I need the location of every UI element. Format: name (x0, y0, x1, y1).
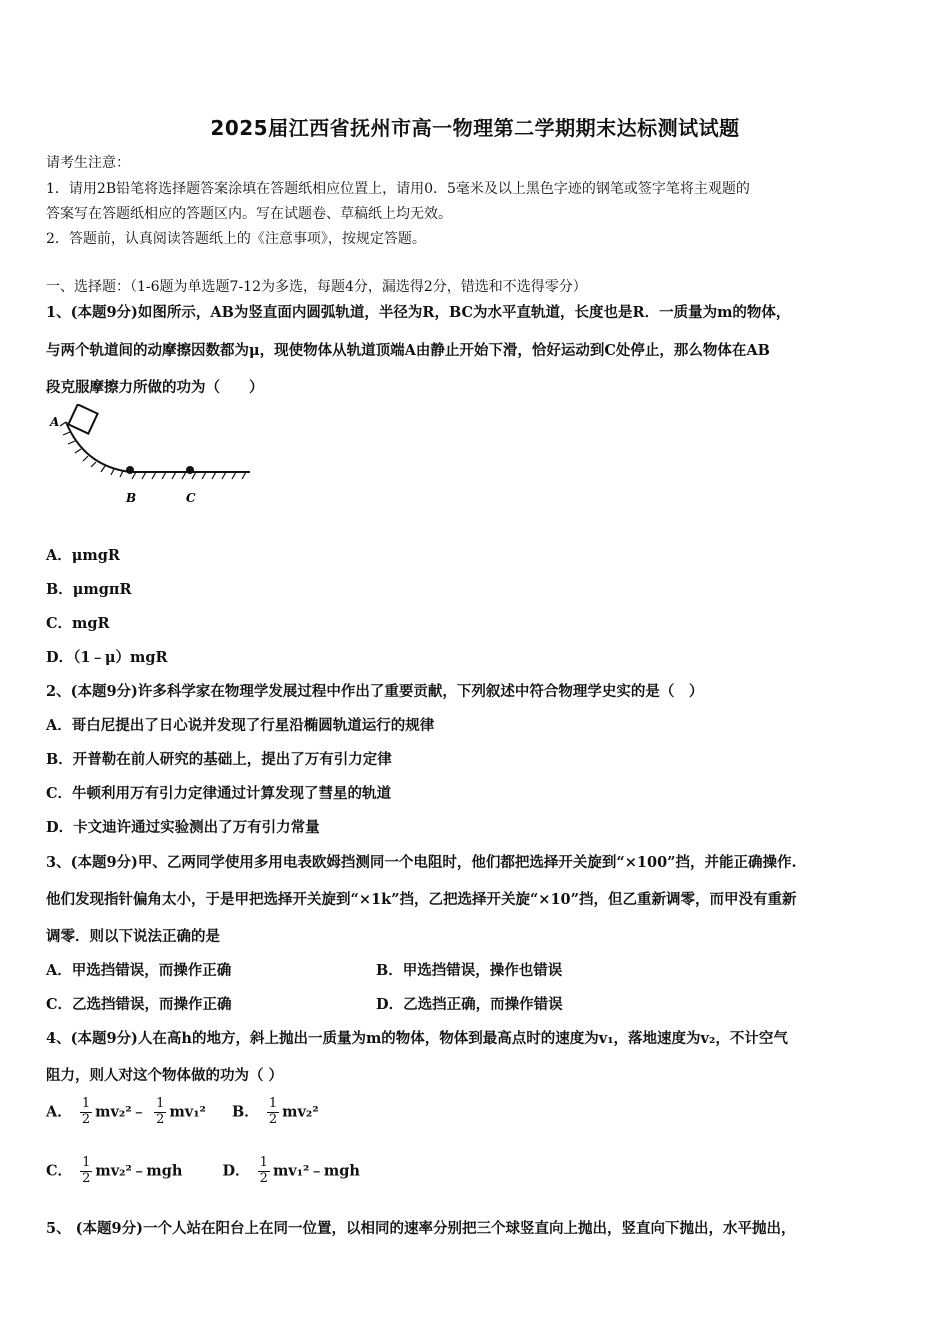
q2-stem: 2、(本题9分)许多科学家在物理学发展过程中作出了重要贡献，下列叙述中符合物理学史实的是（ ） (46, 683, 704, 700)
q4-option-d-label: D． (222, 1162, 250, 1180)
q1-track-figure (44, 404, 256, 508)
fraction-numerator: 1 (156, 1096, 165, 1111)
notice-heading: 请考生注意： (46, 155, 130, 171)
q2-option-c: C．牛顿利用万有引力定律通过计算发现了彗星的轨道 (46, 785, 392, 802)
fraction (154, 1097, 166, 1128)
q4-option-d-term: mv₁²﹣mgh (272, 1162, 360, 1180)
q2-option-d: D．卡文迪许通过实验测出了万有引力常量 (46, 819, 320, 836)
section-heading: 一、选择题：（1-6题为单选题7-12为多选，每题4分，漏选得2分，错选和不选得零分） (46, 279, 587, 295)
fraction-numerator: 1 (259, 1155, 268, 1170)
notice-line-3: 2．答题前，认真阅读答题纸上的《注意事项》，按规定答题。 (46, 231, 426, 247)
q1-option-b: B．μmgπR (46, 581, 132, 598)
fraction-numerator: 1 (268, 1096, 278, 1111)
notice-line-1: 1．请用2B铅笔将选择题答案涂填在答题纸相应位置上，请用0．5毫米及以上黑色字迹的钢笔或签字笔将主观题的 (46, 181, 750, 197)
q3-stem-line-2: 他们发现指针偏角太小，于是甲把选择开关旋到“×1k”挡，乙把选择开关旋“×10”挡，但乙重新调零，而甲没有重新 (46, 891, 797, 908)
q1-option-c: C．mgR (46, 615, 110, 632)
fraction (80, 1156, 92, 1187)
q4-option-a (46, 1097, 319, 1128)
fraction (267, 1097, 279, 1128)
notice-line-2: 答案写在答题纸相应的答题区内。写在试题卷、草稿纸上均无效。 (46, 206, 452, 222)
label-b: B (126, 491, 137, 505)
label-a: A (50, 415, 60, 429)
fraction (258, 1156, 270, 1187)
q4-stem-line-1: 4、(本题9分)人在高h的地方，斜上抛出一质量为m的物体，物体到最高点时的速度为v₁，落地速度为v₂，不计空气 (46, 1030, 788, 1047)
q5-stem-line-1: 5、 (本题9分)一个人站在阳台上在同一位置，以相同的速率分别把三个球竖直向上抛出，竖直向下抛出，水平抛出， (46, 1220, 796, 1237)
q2-option-b: B．开普勒在前人研究的基础上，提出了万有引力定律 (46, 751, 392, 768)
fraction-denominator: 2 (81, 1111, 91, 1127)
q3-stem-line-1: 3、(本题9分)甲、乙两同学使用多用电表欧姆挡测同一个电阻时，他们都把选择开关旋到“×100”挡，并能正确操作. (46, 854, 797, 871)
q4-stem-line-2: 阻力，则人对这个物体做的功为（ ） (46, 1067, 284, 1084)
q3-stem-line-3: 调零．则以下说法正确的是 (46, 928, 220, 945)
q4-option-a-term-2: mv₁² (169, 1103, 206, 1121)
point-b (126, 466, 134, 474)
q3-option-b: B．甲选挡错误，操作也错误 (376, 962, 563, 979)
fraction-denominator: 2 (259, 1170, 268, 1186)
q4-option-c (46, 1156, 360, 1187)
fraction-numerator: 1 (82, 1155, 91, 1170)
fraction-numerator: 1 (81, 1096, 91, 1111)
q4-option-c-term: mv₂²﹣mgh (95, 1162, 183, 1180)
q4-option-a-label: A． (46, 1103, 72, 1121)
page-title: 2025届江西省抚州市高一物理第二学期期末达标测试试题 (210, 116, 740, 140)
q2-option-a: A．哥白尼提出了日心说并发现了行星沿椭圆轨道运行的规律 (46, 717, 435, 734)
q1-stem-line-2: 与两个轨道间的动摩擦因数都为μ，现使物体从轨道顶端A由静止开始下滑，恰好运动到C处停止，那么物体在AB (46, 342, 770, 359)
fraction-denominator: 2 (156, 1111, 165, 1127)
q1-stem-line-1: 1、(本题9分)如图所示，AB为竖直面内圆弧轨道，半径为R，BC为水平直轨道，长度也是R．一质量为m的物体， (46, 304, 791, 321)
q4-option-b-label: B． (232, 1103, 259, 1121)
fraction (80, 1097, 92, 1128)
q4-option-b-term: mv₂² (282, 1103, 319, 1121)
block-shape (68, 404, 97, 433)
label-c: C (186, 491, 196, 505)
q3-option-d: D．乙选挡正确，而操作错误 (376, 996, 563, 1013)
q1-option-a: A．μmgR (46, 547, 120, 564)
q3-option-a: A．甲选挡错误，而操作正确 (46, 962, 232, 979)
fraction-denominator: 2 (82, 1170, 91, 1186)
fraction-denominator: 2 (268, 1111, 278, 1127)
point-c (186, 466, 194, 474)
q4-option-a-term-1: mv₂²﹣ (95, 1103, 147, 1121)
q1-option-d: D．（1﹣μ）mgR (46, 649, 168, 666)
q4-option-c-label: C． (46, 1162, 73, 1180)
q1-stem-line-3: 段克服摩擦力所做的功为（ ） (46, 379, 264, 396)
q3-option-c: C．乙选挡错误，而操作正确 (46, 996, 232, 1013)
